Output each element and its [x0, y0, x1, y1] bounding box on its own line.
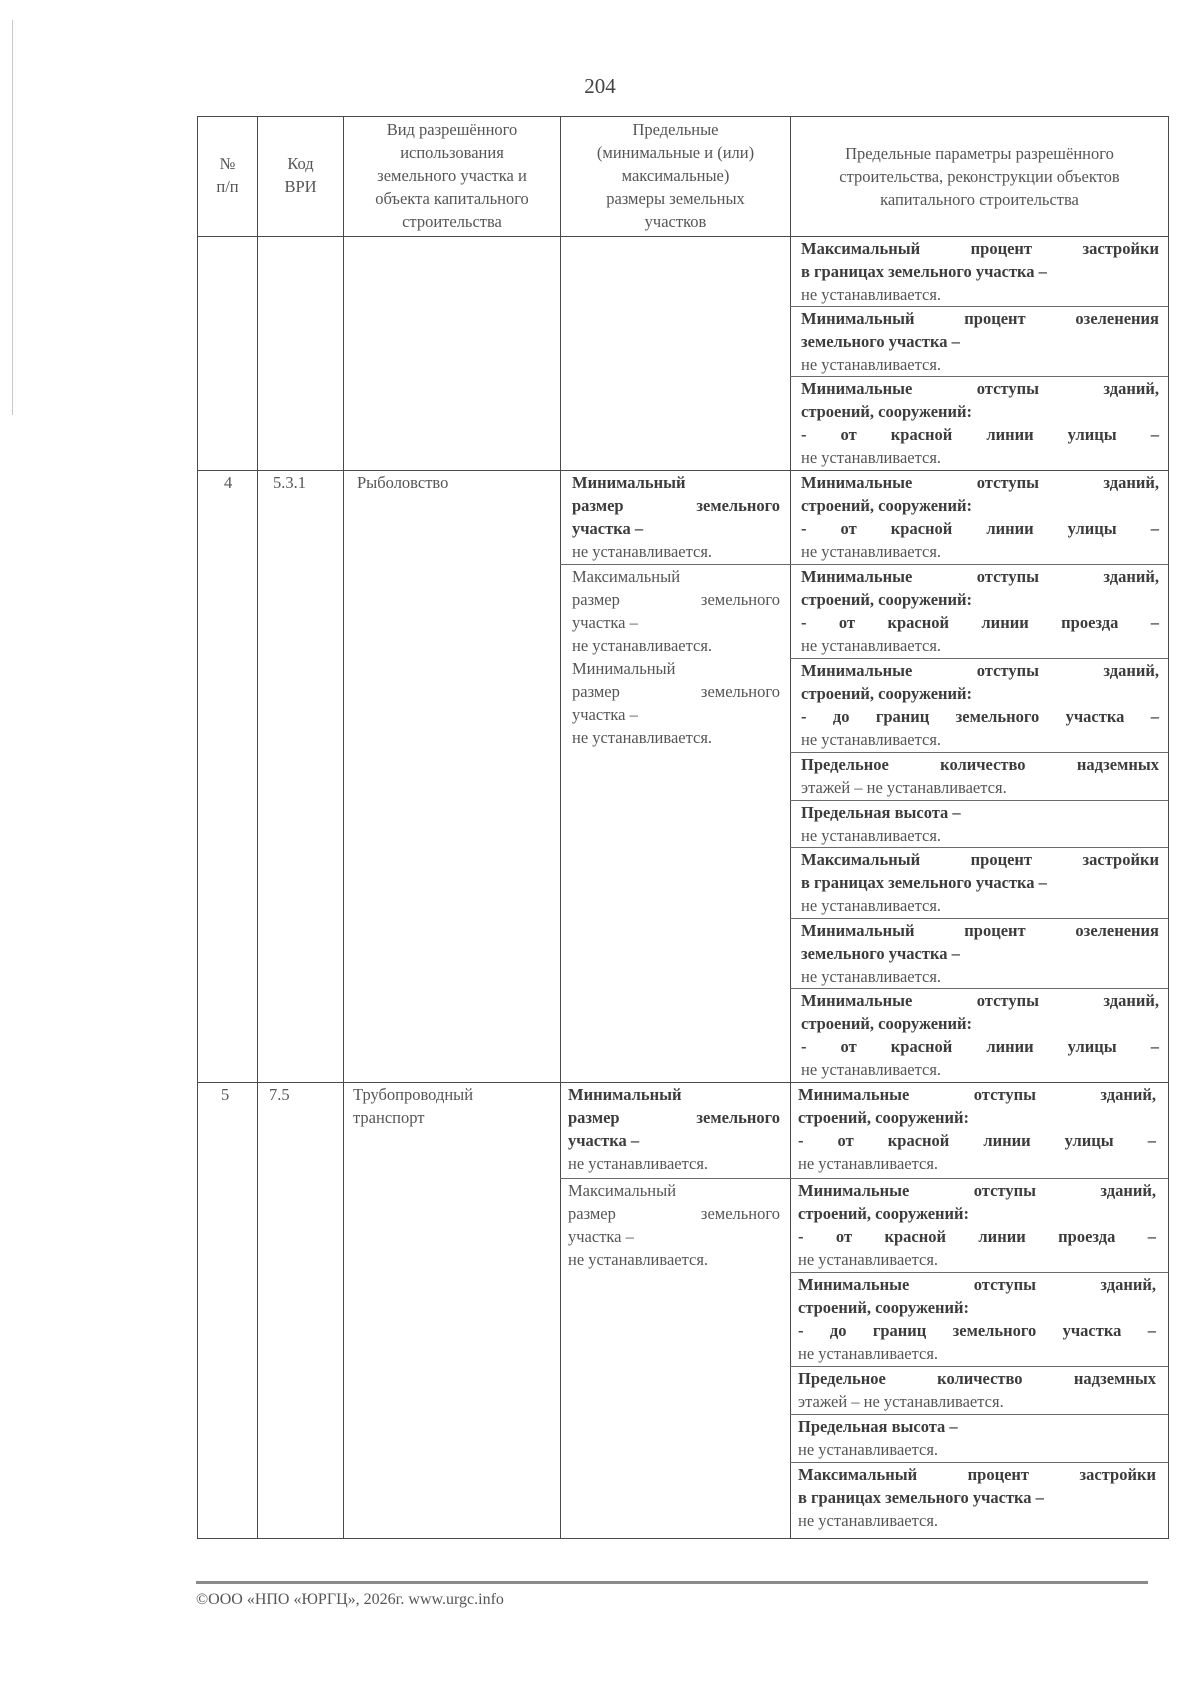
col-border-use — [560, 116, 561, 1539]
row4-use: Рыболовство — [357, 473, 449, 492]
row5-min-size: Минимальный размер земельного участка – не устанавливается. — [568, 1085, 780, 1173]
row4-code: 5.3.1 — [273, 473, 306, 492]
row4-param-setbacks-street: Минимальные отступы зданий, строений, сооружений: - от красной линии улицы – не устанавливается. — [801, 473, 1159, 561]
row4-param-setbacks-driveway: Минимальные отступы зданий, строений, сооружений: - от красной линии проезда – не устанавливается. — [801, 567, 1159, 655]
header-num: № п/п — [216, 154, 239, 196]
col-border-right — [1168, 116, 1169, 1539]
row4-param-green-percent: Минимальный процент озеленения земельного участка – не устанавливается. — [801, 921, 1159, 986]
row4-max-size: Максимальный размер земельного участка – не устанавливается. — [572, 567, 780, 655]
col-border-code — [343, 116, 344, 1539]
header-use: Вид разрешённого использования земельного участка и объекта капитального строительства — [375, 120, 529, 231]
footer-divider — [196, 1581, 1148, 1584]
header-params: Предельные параметры разрешённого строительства, реконструкции объектов капитального строительства — [839, 144, 1120, 209]
param-min-setbacks-street: Минимальные отступы зданий, строений, сооружений: - от красной линии улицы – не устанавливается. — [801, 379, 1159, 467]
row4-param-setbacks-street-2: Минимальные отступы зданий, строений, сооружений: - от красной линии улицы – не устанавливается. — [801, 991, 1159, 1079]
row4-param-setbacks-boundary: Минимальные отступы зданий, строений, сооружений: - до границ земельного участка – не устанавливается. — [801, 661, 1159, 749]
row4-param-floors: Предельное количество надземных этажей – не устанавливается. — [801, 755, 1159, 797]
param-max-building-percent: Максимальный процент застройки в границах земельного участка – не устанавливается. — [801, 239, 1159, 304]
col-border-left — [197, 116, 198, 1539]
row5-param-building-percent: Максимальный процент застройки в границах земельного участка – не устанавливается. — [798, 1465, 1156, 1530]
row4-min-size: Минимальный размер земельного участка – не устанавливается. — [572, 473, 780, 561]
col-border-num — [257, 116, 258, 1539]
row5-param-setbacks-driveway: Минимальные отступы зданий, строений, сооружений: - от красной линии проезда – не устанавливается. — [798, 1181, 1156, 1269]
footer-copyright: ©ООО «НПО «ЮРГЦ», 2026г. www.urgc.info — [196, 1591, 504, 1608]
row4-param-building-percent: Максимальный процент застройки в границах земельного участка – не устанавливается. — [801, 850, 1159, 915]
row5-param-height: Предельная высота – не устанавливается. — [798, 1417, 958, 1459]
page-number: 204 — [584, 74, 616, 98]
header-code: Код ВРИ — [284, 154, 317, 196]
col-border-size — [790, 116, 791, 1539]
row5-num: 5 — [221, 1085, 230, 1104]
row4-num: 4 — [224, 473, 233, 492]
row5-param-setbacks-boundary: Минимальные отступы зданий, строений, сооружений: - до границ земельного участка – не устанавливается. — [798, 1275, 1156, 1363]
row5-param-setbacks-street: Минимальные отступы зданий, строений, сооружений: - от красной линии улицы – не устанавливается. — [798, 1085, 1156, 1173]
row5-max-size: Максимальный размер земельного участка – не устанавливается. — [568, 1181, 780, 1269]
row5-code: 7.5 — [269, 1085, 290, 1104]
row5-use: Трубопроводный транспорт — [353, 1085, 474, 1127]
row4-min-size-2: Минимальный размер земельного участка – не устанавливается. — [572, 659, 780, 747]
param-min-green-percent: Минимальный процент озеленения земельного участка – не устанавливается. — [801, 309, 1159, 374]
header-size: Предельные (минимальные и (или) максимальные) размеры земельных участков — [596, 120, 755, 231]
row5-param-floors: Предельное количество надземных этажей – не устанавливается. — [798, 1369, 1156, 1411]
row4-param-height: Предельная высота – не устанавливается. — [801, 803, 961, 845]
